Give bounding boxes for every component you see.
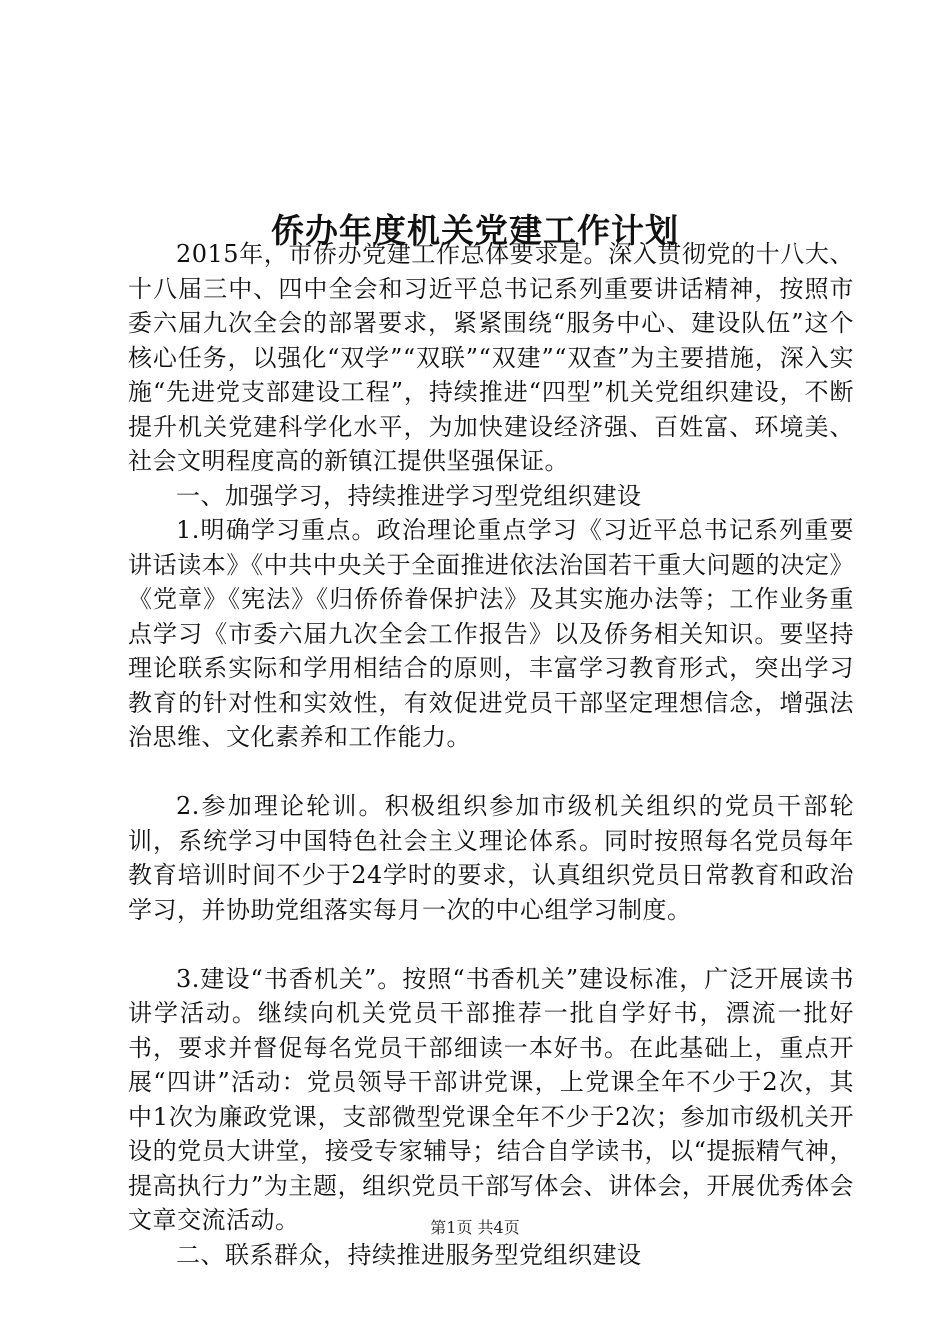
intro-paragraph: 2015年，市侨办党建工作总体要求是。深入贯彻党的十八大、十八届三中、四中全会和习近平总书记系列重要讲话精神，按照市委六届九次全会的部署要求，紧紧围绕“服务中心、建设队伍”这个核心任务，以强化“双学”“双联”“双建”“双查”为主要措施，深入实施“先进党支部建设工程”，持续推进“四型”机关党组织建设，不断提升机关党建科学化水平，为加快建设经济强、百姓富、环境美、社会文明程度高的新镇江提供坚强保证。 — [128, 240, 854, 475]
document-body — [128, 237, 854, 1272]
item-1-paragraph: 1.明确学习重点。政治理论重点学习《习近平总书记系列重要讲话读本》《中共中央关于全面推进依法治国若干重大问题的决定》《党章》《宪法》《归侨侨眷保护法》及其实施办法等；工作业务重点学习《市委六届九次全会工作报告》以及侨务相关知识。要坚持理论联系实际和学用相结合的原则，丰富学习教育形式，突出学习教育的针对性和实效性，有效促进党员干部坚定理想信念，增强法治思维、文化素养和工作能力。 — [128, 516, 854, 751]
item-2-paragraph: 2.参加理论轮训。积极组织参加市级机关组织的党员干部轮训，系统学习中国特色社会主义理论体系。同时按照每名党员每年教育培训时间不少于24学时的要求，认真组织党员日常教育和政治学习，并协助党组落实每月一次的中心组学习制度。 — [128, 792, 854, 924]
section-heading-2: 二、联系群众，持续推进服务型党组织建设 — [176, 1240, 642, 1269]
section-heading-1: 一、加强学习，持续推进学习型党组织建设 — [176, 481, 642, 510]
document-title: 侨办年度机关党建工作计划 — [271, 211, 679, 251]
page-footer: 第1页 共4页 — [430, 1218, 520, 1237]
item-3-paragraph: 3.建设“书香机关”。按照“书香机关”建设标准，广泛开展读书讲学活动。继续向机关党员干部推荐一批自学好书，漂流一批好书，要求并督促每名党员干部细读一本好书。在此基础上，重点开展“四讲”活动：党员领导干部讲党课，上党课全年不少于2次，其中1次为廉政党课，支部微型党课全年不少于2次；参加市级机关开设的党员大讲堂，接受专家辅导；结合自学读书，以“提振精气神，提高执行力”为主题，组织党员干部写体会、讲体会，开展优秀体会文章交流活动。 — [128, 964, 854, 1234]
